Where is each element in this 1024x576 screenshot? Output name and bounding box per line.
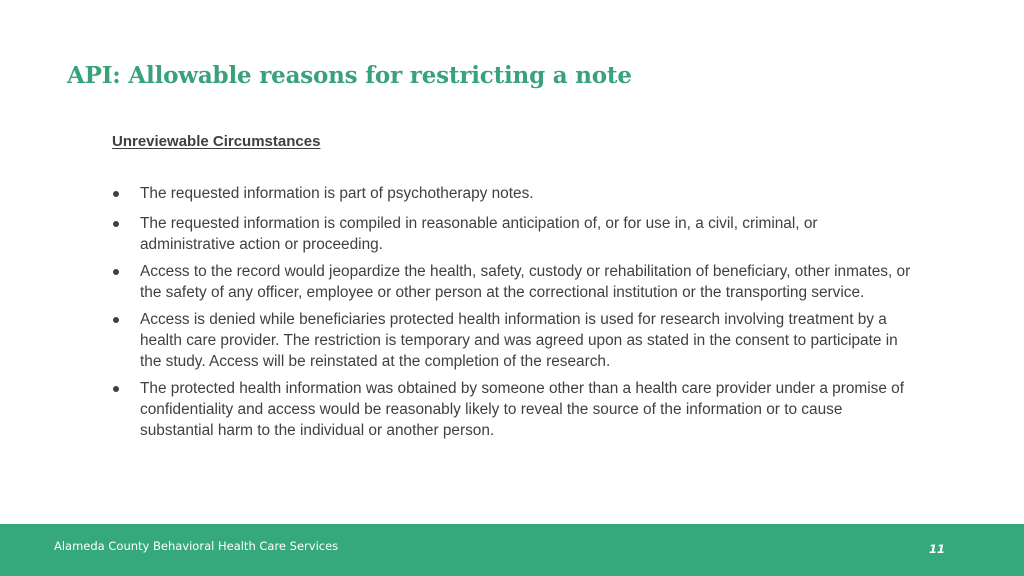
bullet-icon — [113, 386, 119, 392]
bullet-text: The requested information is compiled in reasonable anticipation of, or for use in, a civil, criminal, or administrative action or proceeding. — [140, 215, 818, 253]
bullet-text: Access to the record would jeopardize the health, safety, custody or rehabilitation of beneficiary, other inmates, or the safety of any officer, employee or other person at the correctional institution or the transporting service. — [140, 263, 911, 301]
bullet-icon — [113, 317, 119, 323]
list-item — [112, 309, 912, 372]
footer-bar — [0, 524, 1024, 576]
slide-title: API: Allowable reasons for restricting a note — [67, 62, 632, 89]
bullet-icon — [113, 269, 119, 275]
footer-organization: Alameda County Behavioral Health Care Services — [54, 539, 339, 553]
bullet-list — [112, 183, 912, 447]
bullet-icon — [113, 221, 119, 227]
list-item — [112, 378, 912, 441]
list-item — [112, 261, 912, 303]
section-subtitle: Unreviewable Circumstances — [112, 133, 321, 150]
bullet-text: The requested information is part of psychotherapy notes. — [140, 185, 534, 202]
bullet-icon — [113, 191, 119, 197]
bullet-text: Access is denied while beneficiaries protected health information is used for research involving treatment by a health care provider. The restriction is temporary and was agreed upon as stated in the consent to participate in the study. Access will be reinstated at the completion of the research. — [140, 311, 898, 370]
bullet-text: The protected health information was obtained by someone other than a health care provider under a promise of confidentiality and access would be reasonably likely to reveal the source of the information or to cause substantial harm to the individual or another person. — [140, 380, 905, 439]
list-item — [112, 213, 912, 255]
list-item — [112, 183, 912, 204]
page-number: 11 — [929, 542, 946, 556]
